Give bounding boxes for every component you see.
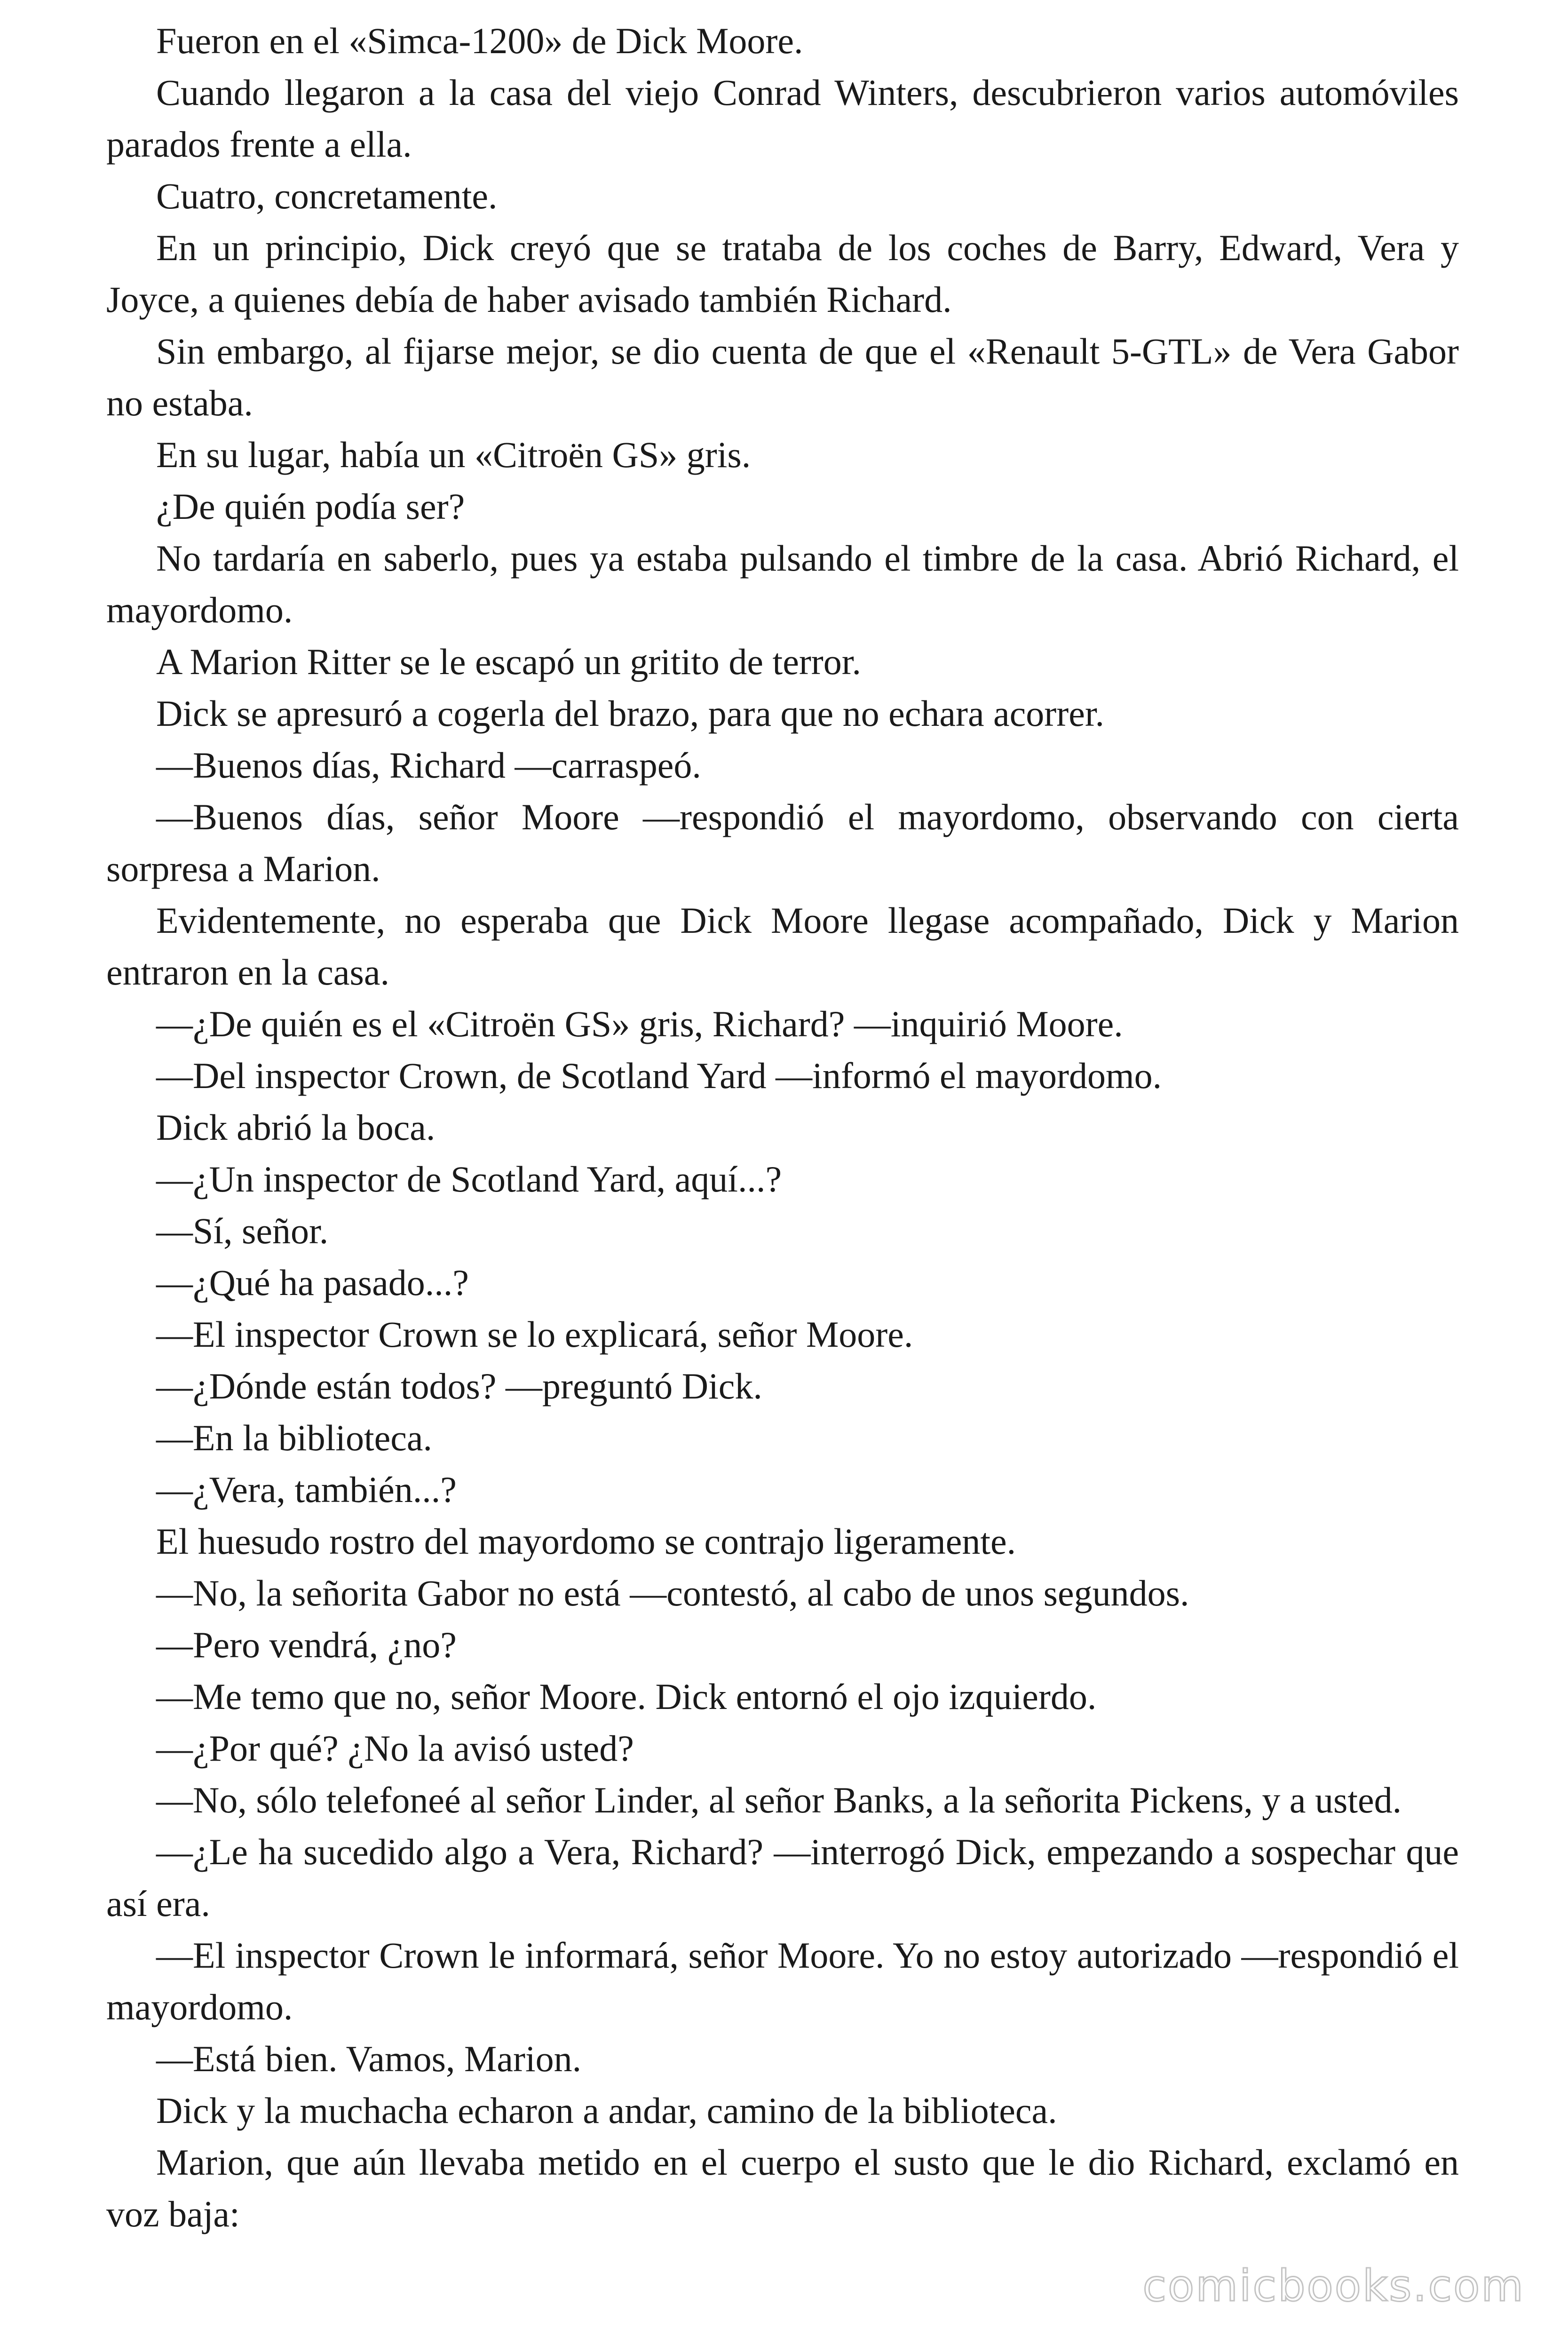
- paragraph: —En la biblioteca.: [156, 1417, 432, 1458]
- paragraph: En su lugar, había un «Citroën GS» gris.: [156, 434, 751, 475]
- paragraph: —Me temo que no, señor Moore. Dick entornó el ojo izquierdo.: [156, 1676, 1097, 1717]
- paragraph: —No, la señorita Gabor no está —contestó, al cabo de unos segundos.: [156, 1573, 1189, 1613]
- paragraph: —Pero vendrá, ¿no?: [156, 1624, 457, 1665]
- paragraph: Cuatro, concretamente.: [156, 175, 498, 216]
- paragraph: —El inspector Crown se lo explicará, señor Moore.: [156, 1314, 913, 1355]
- paragraph: El huesudo rostro del mayordomo se contrajo ligeramente.: [156, 1521, 1016, 1562]
- paragraph: Evidentemente, no esperaba que Dick Moore llegase acompañado, Dick y Marion entraron en la casa.: [106, 900, 1459, 993]
- watermark: comicbooks.com: [1142, 2261, 1525, 2311]
- paragraph: —¿Por qué? ¿No la avisó usted?: [156, 1728, 634, 1769]
- paragraph: —Está bien. Vamos, Marion.: [156, 2038, 582, 2079]
- paragraph: Marion, que aún llevaba metido en el cuerpo el susto que le dio Richard, exclamó en voz baja:: [106, 2142, 1459, 2234]
- paragraph: —Buenos días, Richard —carraspeó.: [156, 745, 701, 786]
- paragraph: Dick y la muchacha echaron a andar, camino de la biblioteca.: [156, 2090, 1057, 2131]
- paragraph: Dick abrió la boca.: [156, 1107, 436, 1148]
- paragraph: ¿De quién podía ser?: [156, 486, 465, 527]
- paragraph: Sin embargo, al fijarse mejor, se dio cuenta de que el «Renault 5-GTL» de Vera Gabor no estaba.: [106, 331, 1459, 423]
- paragraph: —¿Dónde están todos? —preguntó Dick.: [156, 1366, 762, 1406]
- paragraph: —¿Vera, también...?: [156, 1469, 457, 1510]
- paragraph: —¿Qué ha pasado...?: [156, 1262, 469, 1303]
- paragraph: Dick se apresuró a cogerla del brazo, para que no echara acorrer.: [156, 693, 1105, 734]
- paragraph: —¿De quién es el «Citroën GS» gris, Richard? —inquirió Moore.: [156, 1003, 1123, 1044]
- paragraph: No tardaría en saberlo, pues ya estaba pulsando el timbre de la casa. Abrió Richard, el mayordomo.: [106, 538, 1459, 630]
- paragraph: —¿Un inspector de Scotland Yard, aquí...?: [156, 1159, 782, 1200]
- paragraph: —Del inspector Crown, de Scotland Yard —informó el mayordomo.: [156, 1055, 1162, 1096]
- paragraph: Cuando llegaron a la casa del viejo Conrad Winters, descubrieron varios automóviles parados frente a ella.: [106, 72, 1459, 165]
- paragraph: A Marion Ritter se le escapó un gritito de terror.: [156, 641, 861, 682]
- paragraph: —No, sólo telefoneé al señor Linder, al señor Banks, a la señorita Pickens, y a usted.: [156, 1780, 1402, 1820]
- paragraph: —El inspector Crown le informará, señor Moore. Yo no estoy autorizado —respondió el mayordomo.: [106, 1935, 1459, 2027]
- paragraph: —Buenos días, señor Moore —respondió el mayordomo, observando con cierta sorpresa a Marion.: [106, 796, 1459, 889]
- paragraph: —¿Le ha sucedido algo a Vera, Richard? —interrogó Dick, empezando a sospechar que así era.: [106, 1831, 1459, 1924]
- paragraph: Fueron en el «Simca-1200» de Dick Moore.: [156, 20, 803, 61]
- paragraph: —Sí, señor.: [156, 1210, 329, 1251]
- paragraph: En un principio, Dick creyó que se trataba de los coches de Barry, Edward, Vera y Joyce, a quienes debía de haber avisado también Richard.: [106, 227, 1459, 320]
- book-page-text: [106, 15, 1459, 2240]
